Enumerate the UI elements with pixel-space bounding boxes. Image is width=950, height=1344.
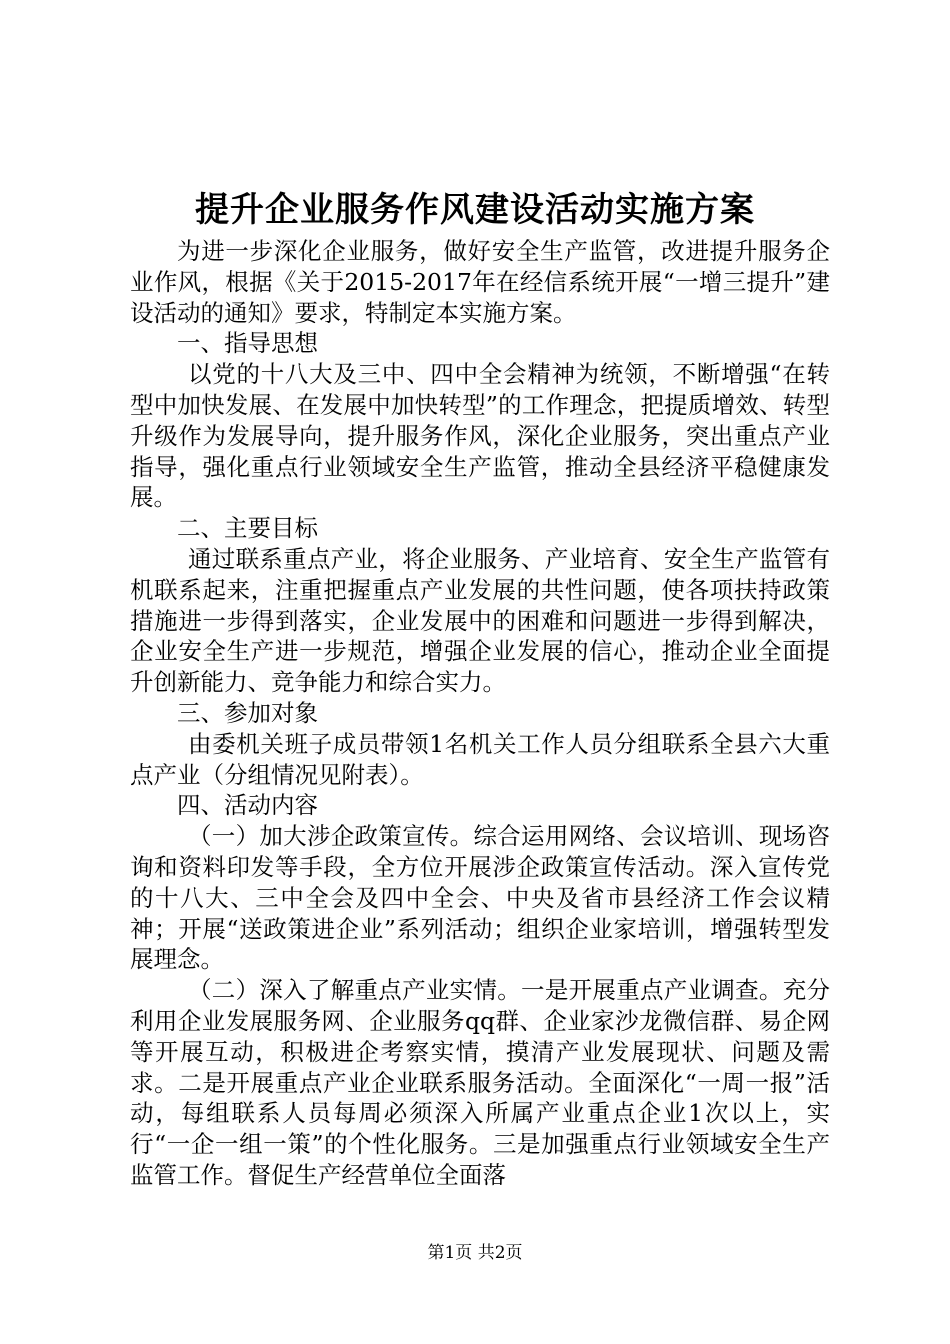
section-heading-participants: 三、参加对象 — [177, 698, 318, 727]
activity-item-2-paragraph: （二）深入了解重点产业实情。一是开展重点产业调查。充分利用企业发展服务网、企业服务qq群、企业家沙龙微信群、易企网等开展互动，积极进企考察实情，摸清产业发展现状、问题及需求。二是开展重点产业企业联系服务活动。全面深化“一周一报”活动，每组联系人员每周必须深入所属产业重点企业1次以上，实行“一企一组一策”的个性化服务。三是加强重点行业领域安全生产监管工作。督促生产经营单位全面落 — [130, 976, 830, 1189]
section-heading-activities: 四、活动内容 — [177, 791, 318, 820]
section-heading-guiding-ideology: 一、指导思想 — [177, 329, 318, 358]
guiding-ideology-paragraph: 以党的十八大及三中、四中全会精神为统领，不断增强“在转型中加快发展、在发展中加快转型”的工作理念，把提质增效、转型升级作为发展导向，提升服务作风，深化企业服务，突出重点产业指导，强化重点行业领域安全生产监管，推动全县经济平稳健康发展。 — [130, 360, 830, 512]
main-goals-paragraph: 通过联系重点产业，将企业服务、产业培育、安全生产监管有机联系起来，注重把握重点产业发展的共性问题，使各项扶持政策措施进一步得到落实，企业发展中的困难和问题进一步得到解决，企业安全生产进一步规范，增强企业发展的信心，推动企业全面提升创新能力、竞争能力和综合实力。 — [130, 544, 830, 697]
page-number-footer: 第1页 共2页 — [427, 1243, 523, 1263]
section-heading-main-goals: 二、主要目标 — [177, 514, 318, 543]
intro-paragraph: 为进一步深化企业服务，做好安全生产监管，改进提升服务企业作风，根据《关于2015-2017年在经信系统开展“一增三提升”建设活动的通知》要求，特制定本实施方案。 — [130, 237, 830, 327]
document-title: 提升企业服务作风建设活动实施方案 — [195, 190, 755, 230]
document-body — [130, 236, 830, 1191]
participants-paragraph: 由委机关班子成员带领1名机关工作人员分组联系全县六大重点产业（分组情况见附表）。 — [130, 729, 830, 789]
activity-item-1-paragraph: （一）加大涉企政策宣传。综合运用网络、会议培训、现场咨询和资料印发等手段，全方位开展涉企政策宣传活动。深入宣传党的十八大、三中全会及四中全会、中央及省市县经济工作会议精神；开展“送政策进企业”系列活动；组织企业家培训，增强转型发展理念。 — [130, 822, 830, 974]
